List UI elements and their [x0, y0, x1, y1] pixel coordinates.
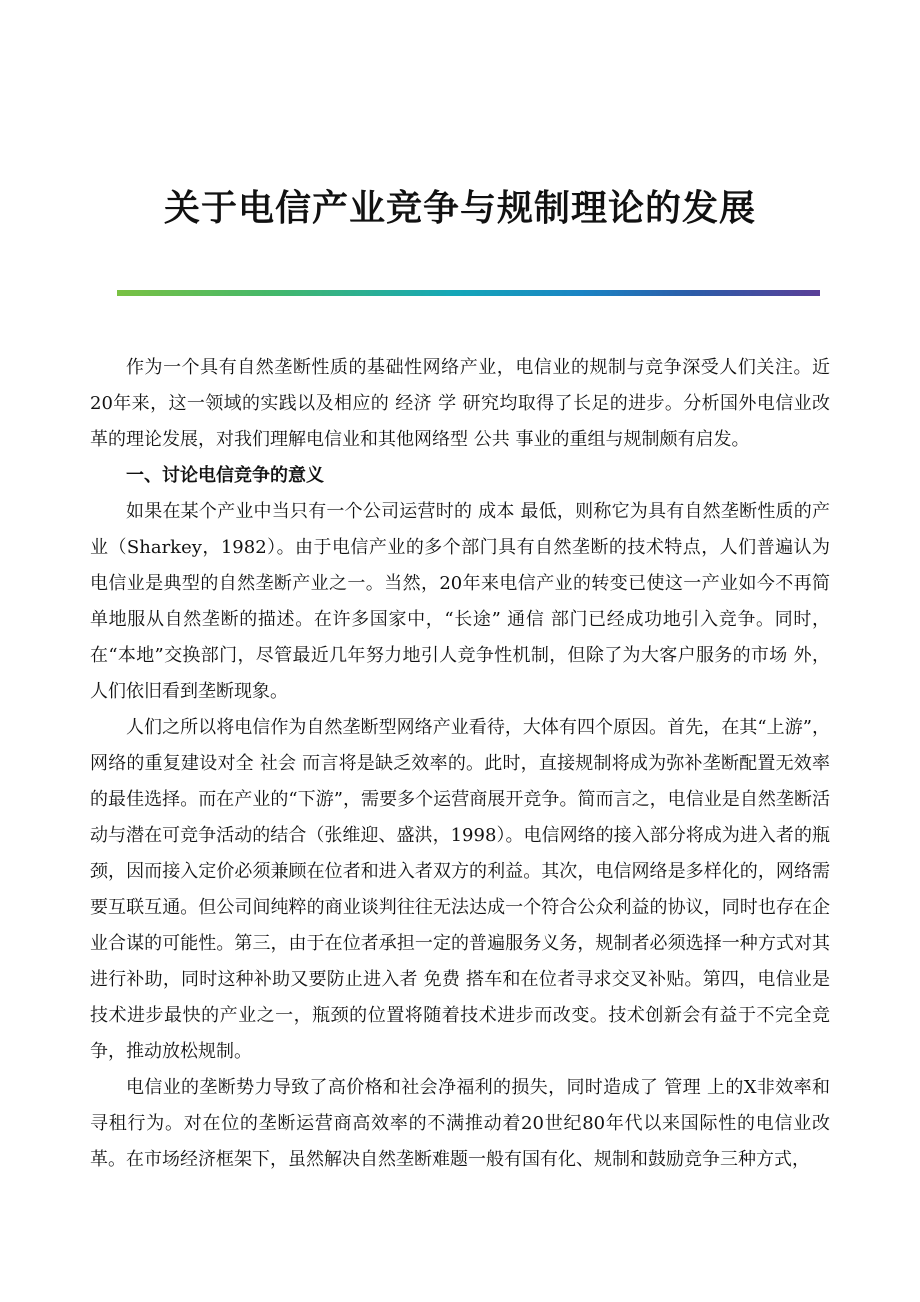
document-title: 关于电信产业竞争与规制理论的发展: [163, 187, 756, 229]
document-body: [90, 350, 830, 1178]
title-gradient-rule: [117, 290, 820, 296]
intro-paragraph: 作为一个具有自然垄断性质的基础性网络产业，电信业的规制与竞争深受人们关注。近20年来，这一领域的实践以及相应的 经济 学 研究均取得了长足的进步。分析国外电信业改革的理论发展，对我们理解电信业和其他网络型 公共 事业的重组与规制颇有启发。: [90, 357, 830, 450]
body-paragraph: 如果在某个产业中当只有一个公司运营时的 成本 最低，则称它为具有自然垄断性质的产业（Sharkey，1982）。由于电信产业的多个部门具有自然垄断的技术特点，人们普遍认为电信业是典型的自然垄断产业之一。当然，20年来电信产业的转变已使这一产业如今不再简单地服从自然垄断的描述。在许多国家中，“长途” 通信 部门已经成功地引入竞争。同时，在“本地”交换部门，尽管最近几年努力地引人竞争性机制，但除了为大客户服务的市场 外，人们依旧看到垄断现象。: [90, 501, 830, 702]
body-paragraph: 人们之所以将电信作为自然垄断型网络产业看待，大体有四个原因。首先，在其“上游”，网络的重复建设对全 社会 而言将是缺乏效率的。此时，直接规制将成为弥补垄断配置无效率的最佳选择。而在产业的“下游”，需要多个运营商展开竞争。简而言之，电信业是自然垄断活动与潜在可竞争活动的结合（张维迎、盛洪，1998）。电信网络的接入部分将成为进入者的瓶颈，因而接入定价必须兼顾在位者和进入者双方的利益。其次，电信网络是多样化的，网络需要互联互通。但公司间纯粹的商业谈判往往无法达成一个符合公众利益的协议，同时也存在企业合谋的可能性。第三，由于在位者承担一定的普遍服务义务，规制者必须选择一种方式对其进行补助，同时这种补助又要防止进入者 免费 搭车和在位者寻求交叉补贴。第四，电信业是技术进步最快的产业之一，瓶颈的位置将随着技术进步而改变。技术创新会有益于不完全竞争，推动放松规制。: [90, 717, 830, 1062]
section-heading: 一、讨论电信竞争的意义: [126, 465, 324, 486]
body-paragraph: 电信业的垄断势力导致了高价格和社会净福利的损失，同时造成了 管理 上的X非效率和寻租行为。对在位的垄断运营商高效率的不满推动着20世纪80年代以来国际性的电信业改革。在市场经济框架下，虽然解决自然垄断难题一般有国有化、规制和鼓励竞争三种方式，: [90, 1077, 830, 1170]
